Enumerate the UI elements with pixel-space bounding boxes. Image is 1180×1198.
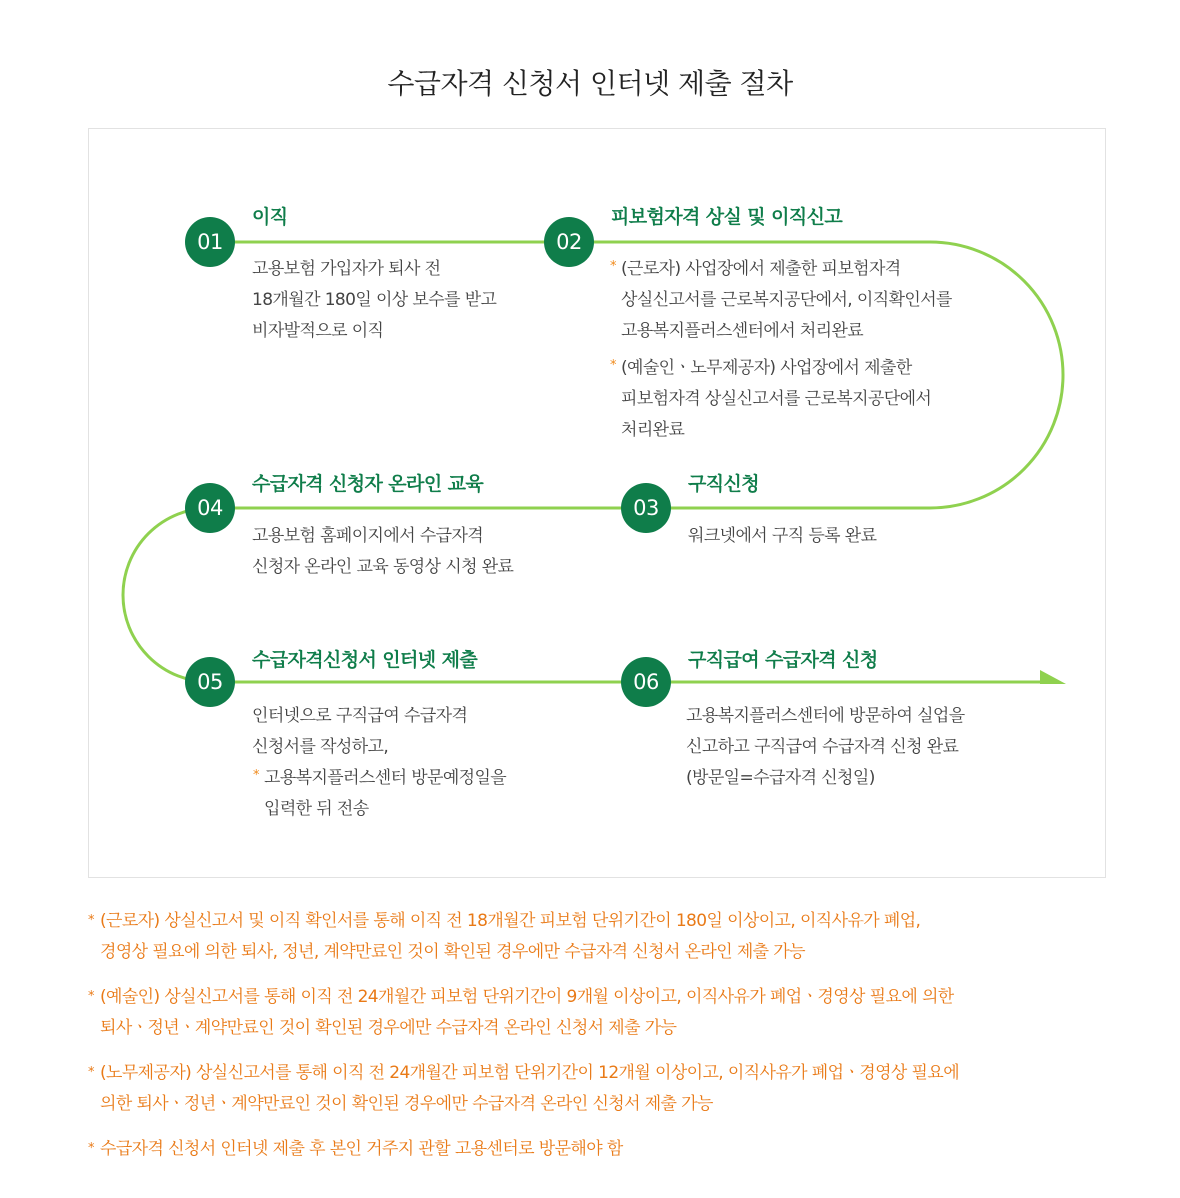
step-05-note	[252, 763, 506, 825]
step-05-badge: 05	[185, 657, 235, 707]
step-02-note	[610, 353, 952, 446]
step-04-title: 수급자격 신청자 온라인 교육	[252, 473, 484, 495]
footnote-item	[88, 906, 1108, 968]
step-06-title: 구직급여 수급자격 신청	[688, 649, 878, 671]
asterisk-mark: *	[88, 1065, 94, 1080]
footnote-line: 의한 퇴사ㆍ정년ㆍ계약만료인 것이 확인된 경우에만 수급자격 온라인 신청서 제출 가능	[100, 1094, 713, 1114]
asterisk-mark: *	[610, 259, 616, 274]
step-02-note-line: 피보험자격 상실신고서를 근로복지공단에서	[621, 389, 932, 409]
asterisk-mark: *	[610, 358, 616, 373]
footnote-line: 수급자격 신청서 인터넷 제출 후 본인 거주지 관할 고용센터로 방문해야 함	[100, 1139, 623, 1159]
step-02-note	[610, 254, 952, 347]
asterisk-mark: *	[253, 768, 259, 783]
footnotes	[88, 906, 1108, 1179]
step-03-title: 구직신청	[688, 473, 760, 495]
step-02-note-line: (근로자) 사업장에서 제출한 피보험자격	[621, 259, 901, 279]
step-06-badge: 06	[621, 657, 671, 707]
step-05-line: 신청서를 작성하고,	[252, 737, 389, 757]
footnote-item	[88, 982, 1108, 1044]
step-02-desc	[610, 254, 952, 446]
step-02-title: 피보험자격 상실 및 이직신고	[611, 206, 843, 228]
step-01-desc	[252, 254, 496, 347]
footnote-item	[88, 1134, 1108, 1165]
footnote-line: 퇴사ㆍ정년ㆍ계약만료인 것이 확인된 경우에만 수급자격 온라인 신청서 제출 가능	[100, 1018, 677, 1038]
step-02-note-line: 상실신고서를 근로복지공단에서, 이직확인서를	[621, 290, 952, 310]
step-04-line: 신청자 온라인 교육 동영상 시청 완료	[252, 557, 514, 577]
step-05-title: 수급자격신청서 인터넷 제출	[252, 649, 478, 671]
step-04-line: 고용보험 홈페이지에서 수급자격	[252, 526, 484, 546]
step-04-desc	[252, 521, 513, 583]
step-03-line: 워크넷에서 구직 등록 완료	[688, 526, 877, 546]
step-04-badge: 04	[185, 483, 235, 533]
asterisk-mark: *	[88, 913, 94, 928]
footnote-line: (근로자) 상실신고서 및 이직 확인서를 통해 이직 전 18개월간 피보험 단위기간이 180일 이상이고, 이직사유가 폐업,	[100, 911, 921, 931]
step-06-desc	[686, 701, 965, 794]
step-02-note-line: (예술인ㆍ노무제공자) 사업장에서 제출한	[621, 358, 912, 378]
asterisk-mark: *	[88, 989, 94, 1004]
asterisk-mark: *	[88, 1141, 94, 1156]
step-01-line: 비자발적으로 이직	[252, 321, 384, 341]
step-02-note-line: 고용복지플러스센터에서 처리완료	[621, 321, 864, 341]
step-01-line: 18개월간 180일 이상 보수를 받고	[252, 290, 497, 310]
step-02-badge: 02	[544, 217, 594, 267]
footnote-item	[88, 1058, 1108, 1120]
flow-arrowhead	[1040, 670, 1066, 684]
step-02-note-line: 처리완료	[621, 420, 685, 440]
step-05-note-line: 고용복지플러스센터 방문예정일을	[264, 768, 507, 788]
step-05-desc	[252, 701, 506, 825]
page-title: 수급자격 신청서 인터넷 제출 절차	[387, 67, 793, 100]
step-03-desc	[688, 521, 876, 552]
step-01-line: 고용보험 가입자가 퇴사 전	[252, 259, 441, 279]
footnote-line: (예술인) 상실신고서를 통해 이직 전 24개월간 피보험 단위기간이 9개월 이상이고, 이직사유가 폐업ㆍ경영상 필요에 의한	[100, 987, 954, 1007]
step-05-note-line: 입력한 뒤 전송	[264, 799, 369, 819]
footnote-line: (노무제공자) 상실신고서를 통해 이직 전 24개월간 피보험 단위기간이 12개월 이상이고, 이직사유가 폐업ㆍ경영상 필요에	[100, 1063, 960, 1083]
step-05-line: 인터넷으로 구직급여 수급자격	[252, 706, 468, 726]
step-06-line: 고용복지플러스센터에 방문하여 실업을	[686, 706, 965, 726]
step-01-badge: 01	[185, 217, 235, 267]
step-03-badge: 03	[621, 483, 671, 533]
footnote-line: 경영상 필요에 의한 퇴사, 정년, 계약만료인 것이 확인된 경우에만 수급자격 신청서 온라인 제출 가능	[100, 942, 805, 962]
step-06-line: (방문일=수급자격 신청일)	[686, 768, 875, 788]
step-06-line: 신고하고 구직급여 수급자격 신청 완료	[686, 737, 959, 757]
step-01-title: 이직	[252, 206, 288, 228]
